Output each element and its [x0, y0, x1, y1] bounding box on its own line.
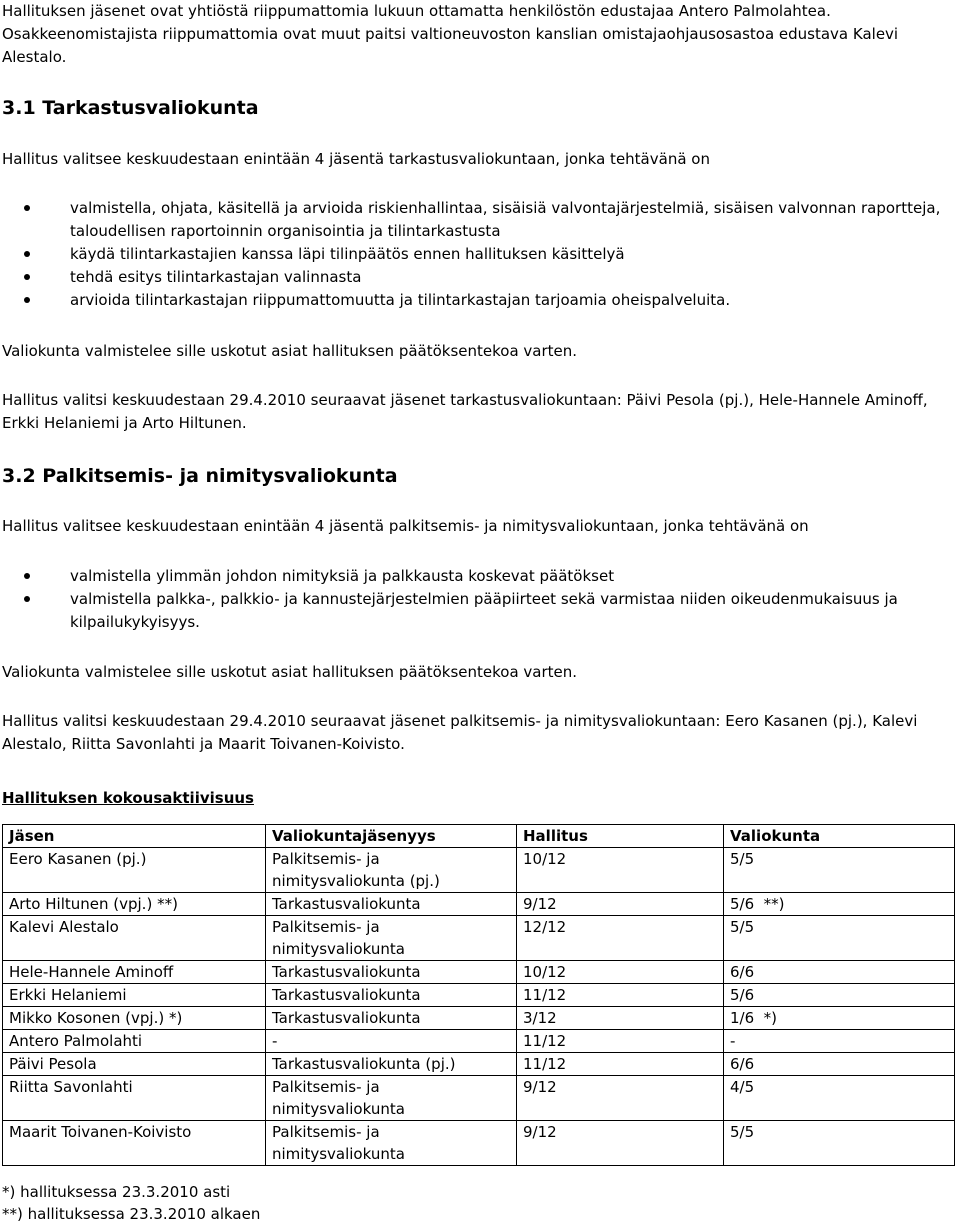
- committee-cell: -: [266, 1030, 517, 1053]
- committee-cell: Tarkastusvaliokunta (pj.): [266, 1053, 517, 1076]
- header-board: Hallitus: [517, 825, 724, 848]
- table-row: [3, 961, 955, 984]
- table-row: [3, 893, 955, 916]
- committee-cell: Palkitsemis- ja nimitysvaliokunta: [266, 1121, 517, 1166]
- board-attendance-cell: 9/12: [517, 1076, 724, 1121]
- table-row: [3, 848, 955, 893]
- remuneration-para-2: Hallitus valitsi keskuudestaan 29.4.2010 seuraavat jäsenet palkitsemis- ja nimitysvaliokuntaan: Eero Kasanen (pj.), Kalevi Alestalo, Riitta Savonlahti ja Maarit Toivanen-Koivisto.: [2, 712, 918, 753]
- attendance-table-body: [3, 848, 955, 1166]
- committee-attendance-cell: 1/6 *): [724, 1007, 955, 1030]
- table-row: [3, 1030, 955, 1053]
- committee-attendance-cell: 5/5: [724, 1121, 955, 1166]
- board-attendance-cell: 9/12: [517, 893, 724, 916]
- list-item: käydä tilintarkastajien kanssa läpi tilinpäätös ennen hallituksen käsittelyä: [2, 243, 954, 266]
- committee-attendance-cell: 5/6 **): [724, 893, 955, 916]
- attendance-title-block: [2, 787, 954, 810]
- board-attendance-cell: 11/12: [517, 1053, 724, 1076]
- audit-committee-heading: 3.1 Tarkastusvaliokunta: [2, 97, 259, 119]
- audit-para-1: Valiokunta valmistelee sille uskotut asiat hallituksen päätöksentekoa varten.: [2, 342, 578, 360]
- committee-cell: Palkitsemis- ja nimitysvaliokunta: [266, 1076, 517, 1121]
- audit-duties-list-block: [2, 197, 954, 312]
- committee-attendance-cell: 4/5: [724, 1076, 955, 1121]
- audit-para-1-block: [2, 340, 954, 363]
- footnote-1: *) hallituksessa 23.3.2010 asti: [2, 1183, 231, 1201]
- committee-attendance-cell: 6/6: [724, 1053, 955, 1076]
- table-row: [3, 916, 955, 961]
- committee-attendance-cell: 5/6: [724, 984, 955, 1007]
- bullet-icon: [24, 596, 30, 602]
- list-item: valmistella ylimmän johdon nimityksiä ja palkkausta koskevat päätökset: [2, 565, 954, 588]
- remuneration-lead: Hallitus valitsee keskuudestaan enintään 4 jäsentä palkitsemis- ja nimitysvaliokuntaan, jonka tehtävänä on: [2, 517, 809, 535]
- member-cell: Hele-Hannele Aminoff: [3, 961, 266, 984]
- table-header-row: [3, 825, 955, 848]
- list-item: valmistella palkka-, palkkio- ja kannustejärjestelmien pääpiirteet sekä varmistaa niiden oikeudenmukaisuus ja kilpailukykyisyys.: [2, 588, 954, 634]
- list-item: arvioida tilintarkastajan riippumattomuutta ja tilintarkastajan tarjoamia oheispalveluita.: [2, 289, 954, 312]
- bullet-icon: [24, 205, 30, 211]
- board-attendance-cell: 11/12: [517, 1030, 724, 1053]
- intro-line-1: Hallituksen jäsenet ovat yhtiöstä riippumattomia lukuun ottamatta henkilöstön edustajaa Antero Palmolahtea.: [2, 2, 831, 20]
- audit-lead-block: [2, 148, 954, 171]
- remuneration-committee-section: [2, 463, 954, 489]
- bullet-icon: [24, 274, 30, 280]
- member-cell: Antero Palmolahti: [3, 1030, 266, 1053]
- table-row: [3, 1053, 955, 1076]
- member-cell: Kalevi Alestalo: [3, 916, 266, 961]
- attendance-notes: [2, 1181, 954, 1225]
- audit-para-2-block: [2, 389, 954, 435]
- member-cell: Päivi Pesola: [3, 1053, 266, 1076]
- remuneration-committee-heading: 3.2 Palkitsemis- ja nimitysvaliokunta: [2, 465, 398, 487]
- audit-committee-section: [2, 95, 954, 121]
- member-cell: Mikko Kosonen (vpj.) *): [3, 1007, 266, 1030]
- audit-lead: Hallitus valitsee keskuudestaan enintään 4 jäsentä tarkastusvaliokuntaan, jonka tehtävänä on: [2, 150, 710, 168]
- footnote-2: **) hallituksessa 23.3.2010 alkaen: [2, 1205, 261, 1223]
- board-attendance-cell: 12/12: [517, 916, 724, 961]
- board-attendance-cell: 3/12: [517, 1007, 724, 1030]
- board-attendance-cell: 11/12: [517, 984, 724, 1007]
- bullet-icon: [24, 297, 30, 303]
- header-member: Jäsen: [3, 825, 266, 848]
- committee-attendance-cell: 5/5: [724, 916, 955, 961]
- table-row: [3, 1007, 955, 1030]
- audit-para-2: Hallitus valitsi keskuudestaan 29.4.2010 seuraavat jäsenet tarkastusvaliokuntaan: Päivi Pesola (pj.), Hele-Hannele Aminoff, Erkki Helaniemi ja Arto Hiltunen.: [2, 391, 928, 432]
- attendance-table: [2, 824, 955, 1166]
- bullet-icon: [24, 251, 30, 257]
- intro-line-2: Osakkeenomistajista riippumattomia ovat muut paitsi valtioneuvoston kanslian omistajaohjausosastoa edustava Kalevi Alestalo.: [2, 25, 899, 66]
- table-row: [3, 1076, 955, 1121]
- committee-cell: Tarkastusvaliokunta: [266, 984, 517, 1007]
- committee-cell: Tarkastusvaliokunta: [266, 893, 517, 916]
- board-attendance-cell: 10/12: [517, 848, 724, 893]
- board-attendance-cell: 10/12: [517, 961, 724, 984]
- member-cell: Maarit Toivanen-Koivisto: [3, 1121, 266, 1166]
- list-item: tehdä esitys tilintarkastajan valinnasta: [2, 266, 954, 289]
- committee-attendance-cell: -: [724, 1030, 955, 1053]
- header-committee: Valiokunta: [724, 825, 955, 848]
- committee-cell: Palkitsemis- ja nimitysvaliokunta: [266, 916, 517, 961]
- member-cell: Eero Kasanen (pj.): [3, 848, 266, 893]
- attendance-table-block: [2, 824, 955, 1166]
- remuneration-lead-block: [2, 515, 954, 538]
- table-row: [3, 984, 955, 1007]
- header-committee-membership: Valiokuntajäsenyys: [266, 825, 517, 848]
- attendance-title: Hallituksen kokousaktiivisuus: [2, 789, 254, 807]
- audit-duties-list: [2, 197, 954, 312]
- bullet-icon: [24, 573, 30, 579]
- board-attendance-cell: 9/12: [517, 1121, 724, 1166]
- remuneration-para-1: Valiokunta valmistelee sille uskotut asiat hallituksen päätöksentekoa varten.: [2, 663, 578, 681]
- committee-attendance-cell: 6/6: [724, 961, 955, 984]
- remuneration-para-2-block: [2, 710, 954, 756]
- intro-paragraph: [2, 0, 954, 69]
- remuneration-para-1-block: [2, 661, 954, 684]
- member-cell: Riitta Savonlahti: [3, 1076, 266, 1121]
- member-cell: Erkki Helaniemi: [3, 984, 266, 1007]
- committee-attendance-cell: 5/5: [724, 848, 955, 893]
- committee-cell: Tarkastusvaliokunta: [266, 1007, 517, 1030]
- table-row: [3, 1121, 955, 1166]
- remuneration-duties-list: [2, 565, 954, 634]
- list-item: valmistella, ohjata, käsitellä ja arvioida riskienhallintaa, sisäisiä valvontajärjestelmiä, sisäisen valvonnan raportteja, taloudellisen raportoinnin organisointia ja tilintarkastusta: [2, 197, 954, 243]
- remuneration-duties-list-block: [2, 565, 954, 634]
- committee-cell: Tarkastusvaliokunta: [266, 961, 517, 984]
- committee-cell: Palkitsemis- ja nimitysvaliokunta (pj.): [266, 848, 517, 893]
- member-cell: Arto Hiltunen (vpj.) **): [3, 893, 266, 916]
